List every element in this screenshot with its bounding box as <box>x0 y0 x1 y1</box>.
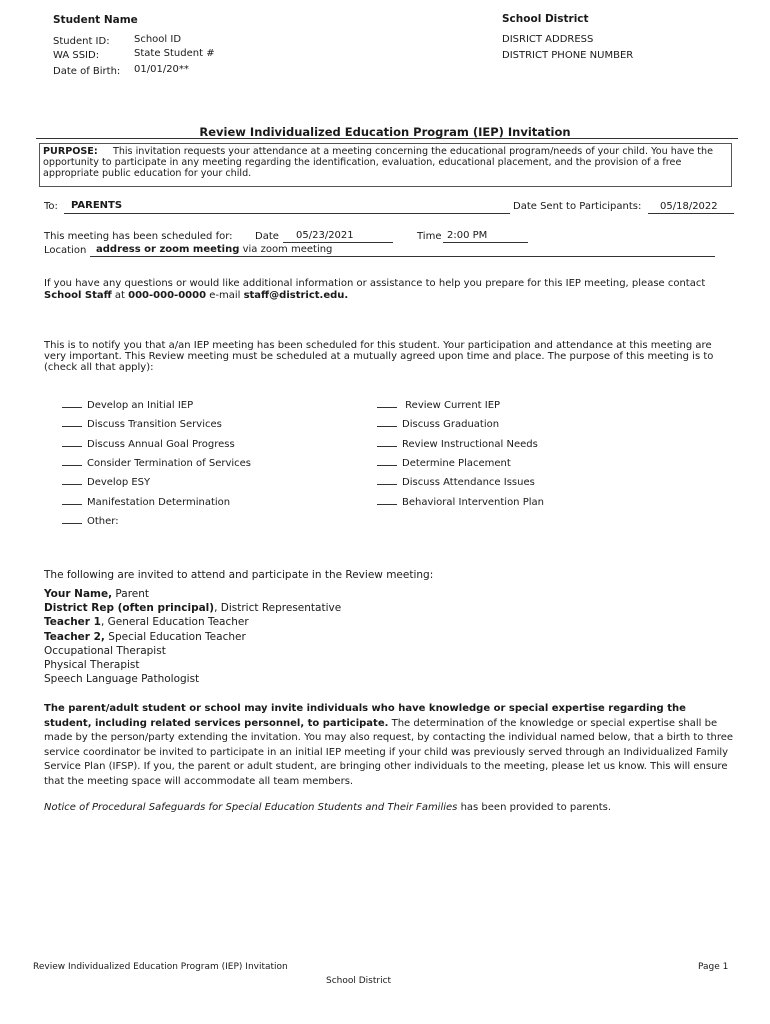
checklist-left-label: Other: <box>87 515 119 527</box>
contact-paragraph <box>44 278 734 301</box>
dob-value: 01/01/20** <box>134 64 189 75</box>
meeting-date-underline <box>283 242 393 243</box>
checkbox-blank[interactable] <box>62 456 82 466</box>
invitee-role: Special Education Teacher <box>104 630 246 643</box>
dob-label: Date of Birth: <box>53 66 121 77</box>
checklist-left-item[interactable] <box>62 495 230 508</box>
district-address: DISRICT ADDRESS <box>502 34 594 45</box>
to-label: To: <box>44 201 58 212</box>
student-id-label: Student ID: <box>53 36 110 47</box>
footer-center: School District <box>326 976 392 986</box>
checklist-right-item[interactable] <box>377 475 535 488</box>
location-value-rest: via zoom meeting <box>239 244 333 255</box>
invitee-row <box>44 673 199 685</box>
safeguards-rest: has been provided to parents. <box>457 802 612 813</box>
checkbox-blank[interactable] <box>62 514 82 524</box>
checkbox-blank[interactable] <box>377 495 397 505</box>
contact-staff: School Staff <box>44 289 112 301</box>
location-value-bold: address or zoom meeting <box>96 244 240 255</box>
date-sent-value[interactable]: 05/18/2022 <box>660 201 718 212</box>
checkbox-blank[interactable] <box>377 417 397 427</box>
expertise-bold: The parent/adult student or school may invite individuals who have knowledge or special expertise regarding the student, including related services personnel, to participate. <box>44 703 686 729</box>
checkbox-blank[interactable] <box>377 456 397 466</box>
checklist-left-label: Discuss Annual Goal Progress <box>87 438 235 450</box>
checklist-left-label: Develop an Initial IEP <box>87 400 194 411</box>
expertise-paragraph <box>44 702 734 789</box>
checklist-right-label: Behavioral Intervention Plan <box>402 496 544 508</box>
to-underline <box>64 213 510 214</box>
checkbox-blank[interactable] <box>377 398 397 408</box>
checkbox-blank[interactable] <box>62 495 82 505</box>
location-underline <box>90 256 715 257</box>
checkbox-blank[interactable] <box>377 437 397 447</box>
meeting-date-value[interactable]: 05/23/2021 <box>296 230 354 241</box>
checklist-left-item[interactable] <box>62 456 251 469</box>
to-value[interactable]: PARENTS <box>71 200 123 211</box>
checklist-right-item[interactable] <box>377 437 538 450</box>
checklist-left-label: Manifestation Determination <box>87 496 231 508</box>
wa-ssid-label: WA SSID: <box>53 50 100 61</box>
checkbox-blank[interactable] <box>377 475 397 485</box>
purpose-box <box>39 143 732 187</box>
district-phone: DISTRICT PHONE NUMBER <box>502 50 634 61</box>
invitee-role: , District Representative <box>214 602 342 615</box>
invitee-role: Speech Language Pathologist <box>44 673 200 686</box>
checklist-left-item[interactable] <box>62 398 193 411</box>
meeting-time-value[interactable]: 2:00 PM <box>447 230 488 241</box>
page-title: Review Individualized Education Program (IEP) Invitation <box>199 125 571 139</box>
date-sent-label: Date Sent to Participants: <box>513 201 642 212</box>
student-name: Student Name <box>53 14 138 26</box>
checklist-left-item[interactable] <box>62 514 119 527</box>
checklist-right-item[interactable] <box>377 495 544 508</box>
notice-paragraph: This is to notify you that a/an IEP meeting has been scheduled for this student. Your participation and attendance at this meeting are very important. This Review meeting must be scheduled at a mutually agreed upon time and place. The purpose of this meeting is to (check all that apply): <box>44 340 714 373</box>
checklist-left-item[interactable] <box>62 437 235 450</box>
invited-intro: The following are invited to attend and participate in the Review meeting: <box>44 569 434 581</box>
invitee-name: Your Name, <box>44 588 113 600</box>
checkbox-blank[interactable] <box>62 417 82 427</box>
checklist-left-label: Develop ESY <box>87 477 151 489</box>
purpose-label: PURPOSE: <box>43 146 98 157</box>
invitee-row <box>44 645 166 657</box>
invitee-row <box>44 659 140 671</box>
checklist-right-label: Review Instructional Needs <box>402 438 538 450</box>
date-sent-underline <box>648 213 734 214</box>
student-id-value: School ID <box>134 34 182 45</box>
checklist-left-label: Discuss Transition Services <box>87 419 222 431</box>
contact-email-label: e-mail <box>206 289 244 301</box>
contact-email[interactable]: staff@district.edu. <box>243 289 349 301</box>
location-label: Location <box>44 245 87 256</box>
safeguards-italic: Notice of Procedural Safeguards for Special Education Students and Their Families <box>44 802 458 813</box>
checklist-right-item[interactable] <box>377 417 499 430</box>
footer-left: Review Individualized Education Program (IEP) Invitation <box>33 962 288 972</box>
date-label: Date <box>255 231 279 242</box>
checkbox-blank[interactable] <box>62 475 82 485</box>
invitee-role: Physical Therapist <box>44 659 140 671</box>
checklist-right-item[interactable] <box>377 398 500 411</box>
checklist-left-item[interactable] <box>62 475 150 488</box>
checklist-right-label: Determine Placement <box>402 457 511 469</box>
purpose-text: This invitation requests your attendance at a meeting concerning the educational program/needs of your child. You have the opportunity to participate in any meeting regarding the identification, evaluation, educational placement, and the provision of a free appropriate public education for your child. <box>43 146 714 179</box>
checklist-right-label: Review Current IEP <box>402 400 501 411</box>
safeguards-line <box>44 802 611 813</box>
expertise-rest: The determination of the knowledge or special expertise shall be made by the person/party extending the invitation. You may also request, by contacting the individual named below, that a birth to three service coordinator be invited to participate in an initial IEP meeting if your child was previously served through an Individualized Family Service Plan (IFSP). If you, the parent or adult student, are bringing other individuals to the meeting, please let us know. This will ensure that the meeting space will accommodate all team members. <box>44 717 734 787</box>
invitee-role: , General Education Teacher <box>100 616 249 629</box>
invitee-name: Teacher 2, <box>44 630 105 643</box>
scheduled-label: This meeting has been scheduled for: <box>44 231 233 242</box>
district-name: School District <box>502 13 589 25</box>
checklist-right-label: Discuss Graduation <box>402 419 500 431</box>
invitee-row <box>44 616 249 628</box>
checklist-left-item[interactable] <box>62 417 222 430</box>
footer-page: Page 1 <box>698 962 729 972</box>
checklist-left-label: Consider Termination of Services <box>87 457 252 469</box>
checklist-right-label: Discuss Attendance Issues <box>402 477 535 489</box>
checklist-right-item[interactable] <box>377 456 511 469</box>
title-rule <box>36 138 738 139</box>
invitee-name: Teacher 1 <box>44 616 101 629</box>
invitee-row <box>44 631 246 643</box>
invitee-role: Occupational Therapist <box>44 644 166 657</box>
checkbox-blank[interactable] <box>62 398 82 408</box>
invitee-name: District Rep (often principal) <box>44 602 215 615</box>
contact-phone: 000-000-0000 <box>128 289 207 301</box>
location-value[interactable] <box>96 244 332 255</box>
invitee-row <box>44 588 149 600</box>
wa-ssid-value: State Student # <box>134 48 215 59</box>
invitee-row <box>44 602 341 614</box>
invitee-role: Parent <box>112 588 150 600</box>
checkbox-blank[interactable] <box>62 437 82 447</box>
contact-text: If you have any questions or would like additional information or assistance to help you prepare for this IEP meeting, please contact <box>44 278 706 289</box>
contact-at: at <box>111 289 129 301</box>
time-label: Time <box>417 231 442 242</box>
meeting-time-underline <box>443 242 528 243</box>
